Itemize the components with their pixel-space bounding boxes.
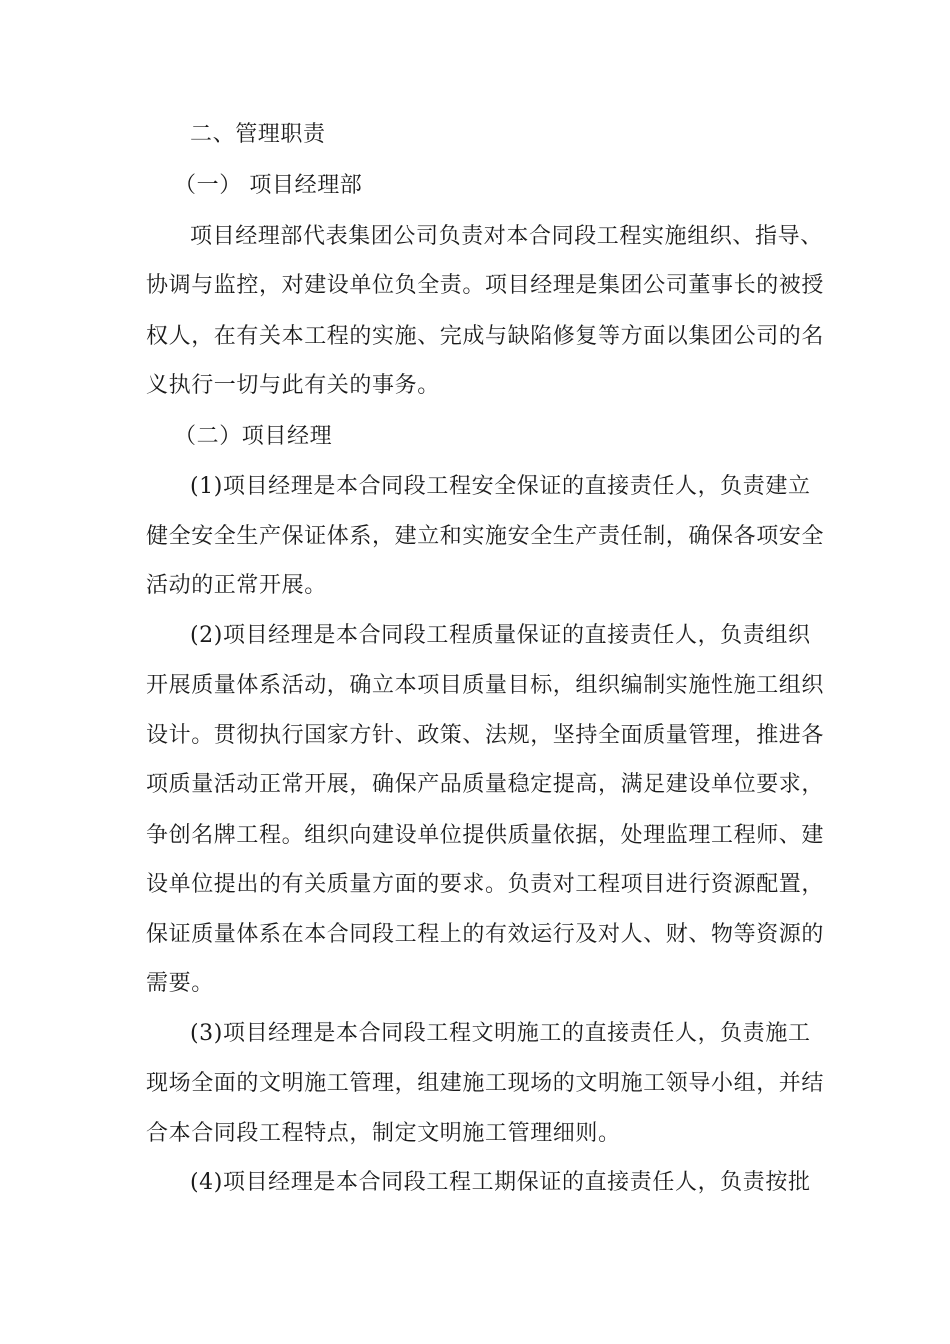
paragraph-line: (1)项目经理是本合同段工程安全保证的直接责任人，负责建立 bbox=[190, 474, 811, 499]
subsection-heading-project-department: （一） 项目经理部 bbox=[174, 173, 363, 198]
paragraph-line: 项目经理部代表集团公司负责对本合同段工程实施组织、指导、 bbox=[190, 224, 823, 249]
paragraph-line: (2)项目经理是本合同段工程质量保证的直接责任人，负责组织 bbox=[190, 623, 811, 648]
section-heading: 二、管理职责 bbox=[190, 122, 326, 147]
paragraph-line: (3)项目经理是本合同段工程文明施工的直接责任人，负责施工 bbox=[190, 1021, 811, 1046]
paragraph-line: 活动的正常开展。 bbox=[146, 573, 327, 598]
paragraph-line: 开展质量体系活动，确立本项目质量目标，组织编制实施性施工组织 bbox=[146, 673, 825, 698]
paragraph-line: 需要。 bbox=[146, 971, 214, 996]
paragraph-line: 设单位提出的有关质量方面的要求。负责对工程项目进行资源配置， bbox=[146, 872, 825, 897]
paragraph-line: 保证质量体系在本合同段工程上的有效运行及对人、财、物等资源的 bbox=[146, 922, 825, 947]
paragraph-line: 争创名牌工程。组织向建设单位提供质量依据，处理监理工程师、建 bbox=[146, 823, 825, 848]
subsection-heading-project-manager: （二）项目经理 bbox=[174, 424, 333, 449]
paragraph-line: 健全安全生产保证体系，建立和实施安全生产责任制，确保各项安全 bbox=[146, 524, 825, 549]
paragraph-line: 协调与监控，对建设单位负全责。项目经理是集团公司董事长的被授 bbox=[146, 273, 825, 298]
paragraph-line: 设计。贯彻执行国家方针、政策、法规，坚持全面质量管理，推进各 bbox=[146, 723, 825, 748]
paragraph-line: 现场全面的文明施工管理，组建施工现场的文明施工领导小组，并结 bbox=[146, 1071, 825, 1096]
paragraph-line: 权人，在有关本工程的实施、完成与缺陷修复等方面以集团公司的名 bbox=[146, 324, 825, 349]
paragraph-line: 项质量活动正常开展，确保产品质量稳定提高，满足建设单位要求， bbox=[146, 772, 825, 797]
paragraph-line: 合本合同段工程特点，制定文明施工管理细则。 bbox=[146, 1121, 621, 1146]
paragraph-line: (4)项目经理是本合同段工程工期保证的直接责任人，负责按批 bbox=[190, 1170, 811, 1195]
paragraph-line: 义执行一切与此有关的事务。 bbox=[146, 373, 440, 398]
